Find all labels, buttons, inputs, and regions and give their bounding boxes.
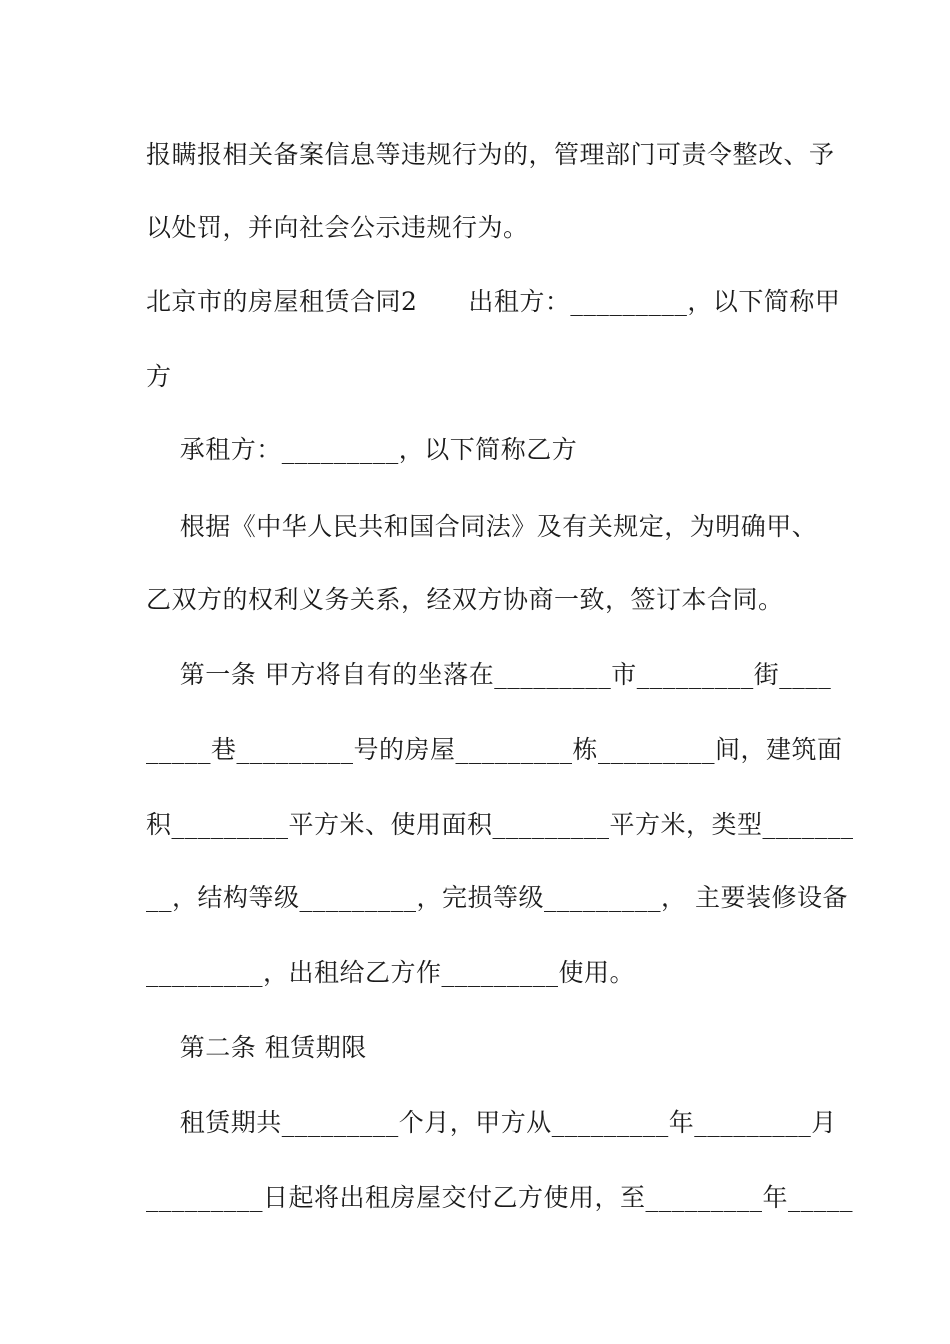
text-line: 第一条 甲方将自有的坐落在_________市_________街____ — [146, 660, 832, 689]
text-line: _________，出租给乙方作_________使用。 — [146, 958, 636, 987]
text-line: 以处罚，并向社会公示违规行为。 — [146, 213, 529, 242]
text-line: 积_________平方米、使用面积_________平方米，类型_______ — [146, 810, 854, 839]
text-line: __，结构等级_________，完损等级_________， 主要装修设备 — [146, 883, 848, 912]
text-line: 第二条 租赁期限 — [146, 1033, 367, 1062]
text-line: 方 — [146, 362, 172, 391]
text-line: _________日起将出租房屋交付乙方使用，至_________年_____ — [146, 1183, 854, 1212]
text-line: 承租方：_________，以下简称乙方 — [146, 435, 578, 464]
text-line: 租赁期共_________个月，甲方从_________年_________月 — [146, 1108, 837, 1137]
text-line: 乙双方的权利义务关系，经双方协商一致，签订本合同。 — [146, 585, 784, 614]
text-line: 北京市的房屋租赁合同2 出租方：_________，以下简称甲 — [146, 287, 841, 316]
text-line: 根据《中华人民共和国合同法》及有关规定，为明确甲、 — [146, 512, 818, 541]
text-line: _____巷_________号的房屋_________栋_________间，建筑面 — [146, 735, 843, 764]
text-line: 报瞒报相关备案信息等违规行为的，管理部门可责令整改、予 — [146, 140, 835, 169]
